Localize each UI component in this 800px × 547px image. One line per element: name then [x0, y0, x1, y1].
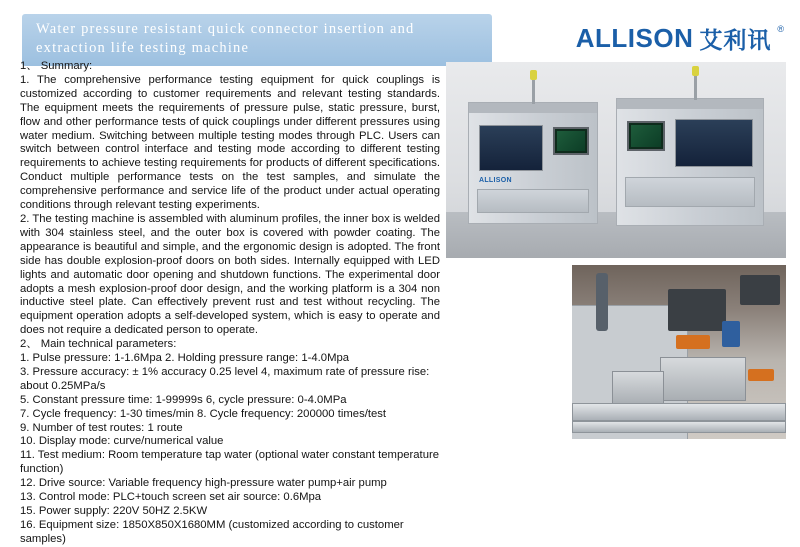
machine-photo	[446, 62, 786, 258]
cabinet-top-panel-right	[617, 99, 763, 109]
brand-name-cn: 艾利讯	[699, 27, 772, 53]
parameter-line-5: 5. Constant pressure time: 1-99999s 6, cycle pressure: 0-4.0MPa	[20, 393, 347, 406]
parameter-line-1: 1. Pulse pressure: 1-1.6Mpa 2. Holding pressure range: 1-4.0Mpa	[20, 352, 350, 365]
signal-lamp-right	[692, 66, 699, 76]
summary-paragraph-2: 2. The testing machine is assembled with aluminum profiles, the inner box is welded with 304 stainless steel, and the outer box is covered with powder coating. The appearance is beautiful and simple, and the ergonomic design is adopted. The front side has double explosion-proof doors on both sides. Internally equipped with LED lights and automatic door opening and shutdown functions. The experimental door adopts a mesh explosion-proof door design, and the working platform is a 304 non inductive steel plate. Can effectively prevent rust and test without recycling. The equipment operation adopts a self-developed system, which is easy to operate and does not require a dedicated person to operate.	[20, 212, 440, 337]
page-title	[22, 14, 492, 66]
title-banner	[22, 14, 492, 66]
hmi-screen-surface	[557, 131, 585, 151]
cabinet-logo-left: ALLISON	[479, 177, 512, 184]
base-plate	[572, 421, 786, 433]
parameter-line-12: 12. Drive source: Variable frequency high-pressure water pump+air pump	[20, 477, 387, 490]
sensor-module	[740, 275, 780, 305]
brand-name: ALLISON	[575, 23, 694, 53]
fixture-closeup-photo	[572, 265, 786, 439]
cabinet-lower-panel-right	[625, 177, 755, 207]
linear-rail	[572, 403, 786, 421]
actuator-body	[668, 289, 726, 331]
test-fixture-block	[660, 357, 746, 401]
parameter-line-9: 9. Number of test routes: 1 route	[20, 421, 183, 434]
cabinet-window-left	[479, 125, 543, 171]
title-line-2: extraction life testing machine	[36, 40, 250, 56]
parameter-line-11: 11. Test medium: Room temperature tap water (optional water constant temperature function)	[20, 449, 440, 476]
summary-paragraph-1: 1. The comprehensive performance testing equipment for quick couplings is customized according to customer requirements and relevant testing standards. The equipment meets the requirements of pressure pulse, static pressure, burst, flow and other performance tests of quick couplings under different pressures using water medium. Switching between multiple testing modes through PLC. Users can switch between control interface and testing mode according to different testing requirements to achieve testing requirements for products of different specifications. Conduct multiple performance tests on the test samples, and simulate the comprehensive performance and service life of the product under actual operating conditions through relevant testing experiments.	[20, 73, 440, 212]
orange-connector	[676, 335, 710, 349]
parameter-line-7: 7. Cycle frequency: 1-30 times/min 8. Cycle frequency: 200000 times/test	[20, 407, 387, 420]
hydraulic-tube	[596, 273, 608, 331]
parameter-line-15: 15. Power supply: 220V 50HZ 2.5KW	[20, 505, 208, 517]
machine-cabinet-left	[468, 102, 598, 224]
parameter-line-3: 3. Pressure accuracy: ± 1% accuracy 0.25 level 4, maximum rate of pressure rise: about 0.25MPa/s	[20, 365, 430, 392]
title-line-1: Water pressure resistant quick connector insertion and	[36, 21, 415, 37]
hmi-touch-screen-right	[627, 121, 665, 151]
machine-cabinet-right	[616, 98, 764, 226]
cabinet-top-panel	[469, 103, 597, 113]
cabinet-lower-panel-left	[477, 189, 589, 213]
signal-pole-left	[532, 78, 535, 104]
parameter-line-16: 16. Equipment size: 1850X850X1680MM (customized according to customer samples)	[20, 518, 404, 545]
signal-lamp-left	[530, 70, 537, 80]
cabinet-window-right	[675, 119, 753, 167]
registered-trademark-icon: ®	[777, 24, 784, 34]
brand-logo	[576, 22, 784, 55]
parameter-line-13: 13. Control mode: PLC+touch screen set air source: 0.6Mpa	[20, 491, 322, 504]
document-body	[20, 60, 440, 547]
clamp-block	[612, 371, 664, 405]
signal-pole-right	[694, 74, 697, 100]
parameter-line-10: 10. Display mode: curve/numerical value	[20, 435, 224, 448]
hmi-touch-screen-left	[553, 127, 589, 155]
summary-heading: 1、 Summary:	[20, 60, 93, 72]
orange-connector-secondary	[748, 369, 774, 381]
parameters-heading: 2、 Main technical parameters:	[20, 338, 177, 351]
hmi-screen-surface-right	[631, 125, 661, 147]
blue-fitting	[722, 321, 740, 347]
